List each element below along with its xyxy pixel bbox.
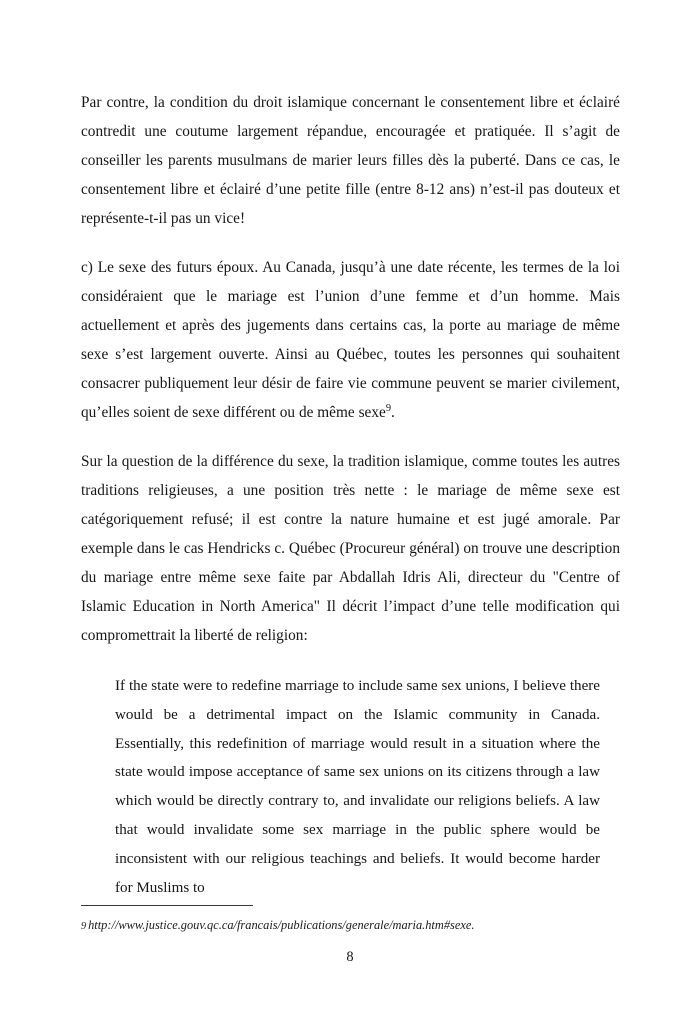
blockquote [115, 672, 600, 902]
paragraph-1: Par contre, la condition du droit islamique concernant le consentement libre et éclairé contredit une coutume largement répandue, encouragée et pratiquée. Il s’agit de conseiller les parents musulmans de marier leurs filles dès la puberté. Dans ce cas, le consentement libre et éclairé d’une petite fille (entre 8-12 ans) n’est-il pas douteux et représente-t-il pas un vice! [81, 94, 620, 227]
blockquote-text: If the state were to redefine marriage to include same sex unions, I believe there would be a detrimental impact on the Islamic community in Canada. Essentially, this redefinition of marriage would result in a situation where the state would impose acceptance of same sex unions on its citizens through a law which would be directly contrary to, and invalidate our religions beliefs. A law that would invalidate some sex marriage in the public sphere would be inconsistent with our religious teachings and beliefs. It would become harder for Muslims to [115, 678, 600, 896]
footnote-separator-rule [81, 905, 253, 906]
paragraph-3: Sur la question de la différence du sexe, la tradition islamique, comme toutes les autres traditions religieuses, a une position très nette : le mariage de même sexe est catégoriquement refusé; il est contre la nature humaine et est jugé amorale. Par exemple dans le cas Hendricks c. Québec (Procureur général) on trouve une description du mariage entre même sexe faite par Abdallah Idris Ali, directeur du "Centre of Islamic Education in North America" Il décrit l’impact d’une telle modification qui compromettrait la liberté de religion: [81, 453, 620, 644]
footnote-reference-9[interactable]: 9 [385, 402, 392, 414]
paragraph-2-text: c) Le sexe des futurs époux. Au Canada, jusqu’à une date récente, les termes de la loi considéraient que le mariage est l’union d’une femme et d’un homme. Mais actuellement et après des jugements dans certains cas, la porte au mariage de même sexe s’est largement ouverte. Ainsi au Québec, toutes les personnes qui souhaitent consacrer publiquement leur désir de faire vie commune peuvent se marier civilement, qu’elles soient de sexe différent ou de même sexe [81, 259, 620, 421]
page-number: 8 [346, 949, 354, 965]
paragraph-2 [81, 253, 620, 427]
footnote-url[interactable]: http://www.justice.gouv.qc.ca/francais/publications/generale/maria.htm#sexe. [88, 918, 475, 932]
paragraph-2-tail: . [391, 404, 395, 421]
footnote-area [81, 905, 620, 935]
footnote-entry [81, 917, 620, 935]
page-text-column [81, 88, 620, 902]
footnote-number: 9 [81, 921, 87, 932]
